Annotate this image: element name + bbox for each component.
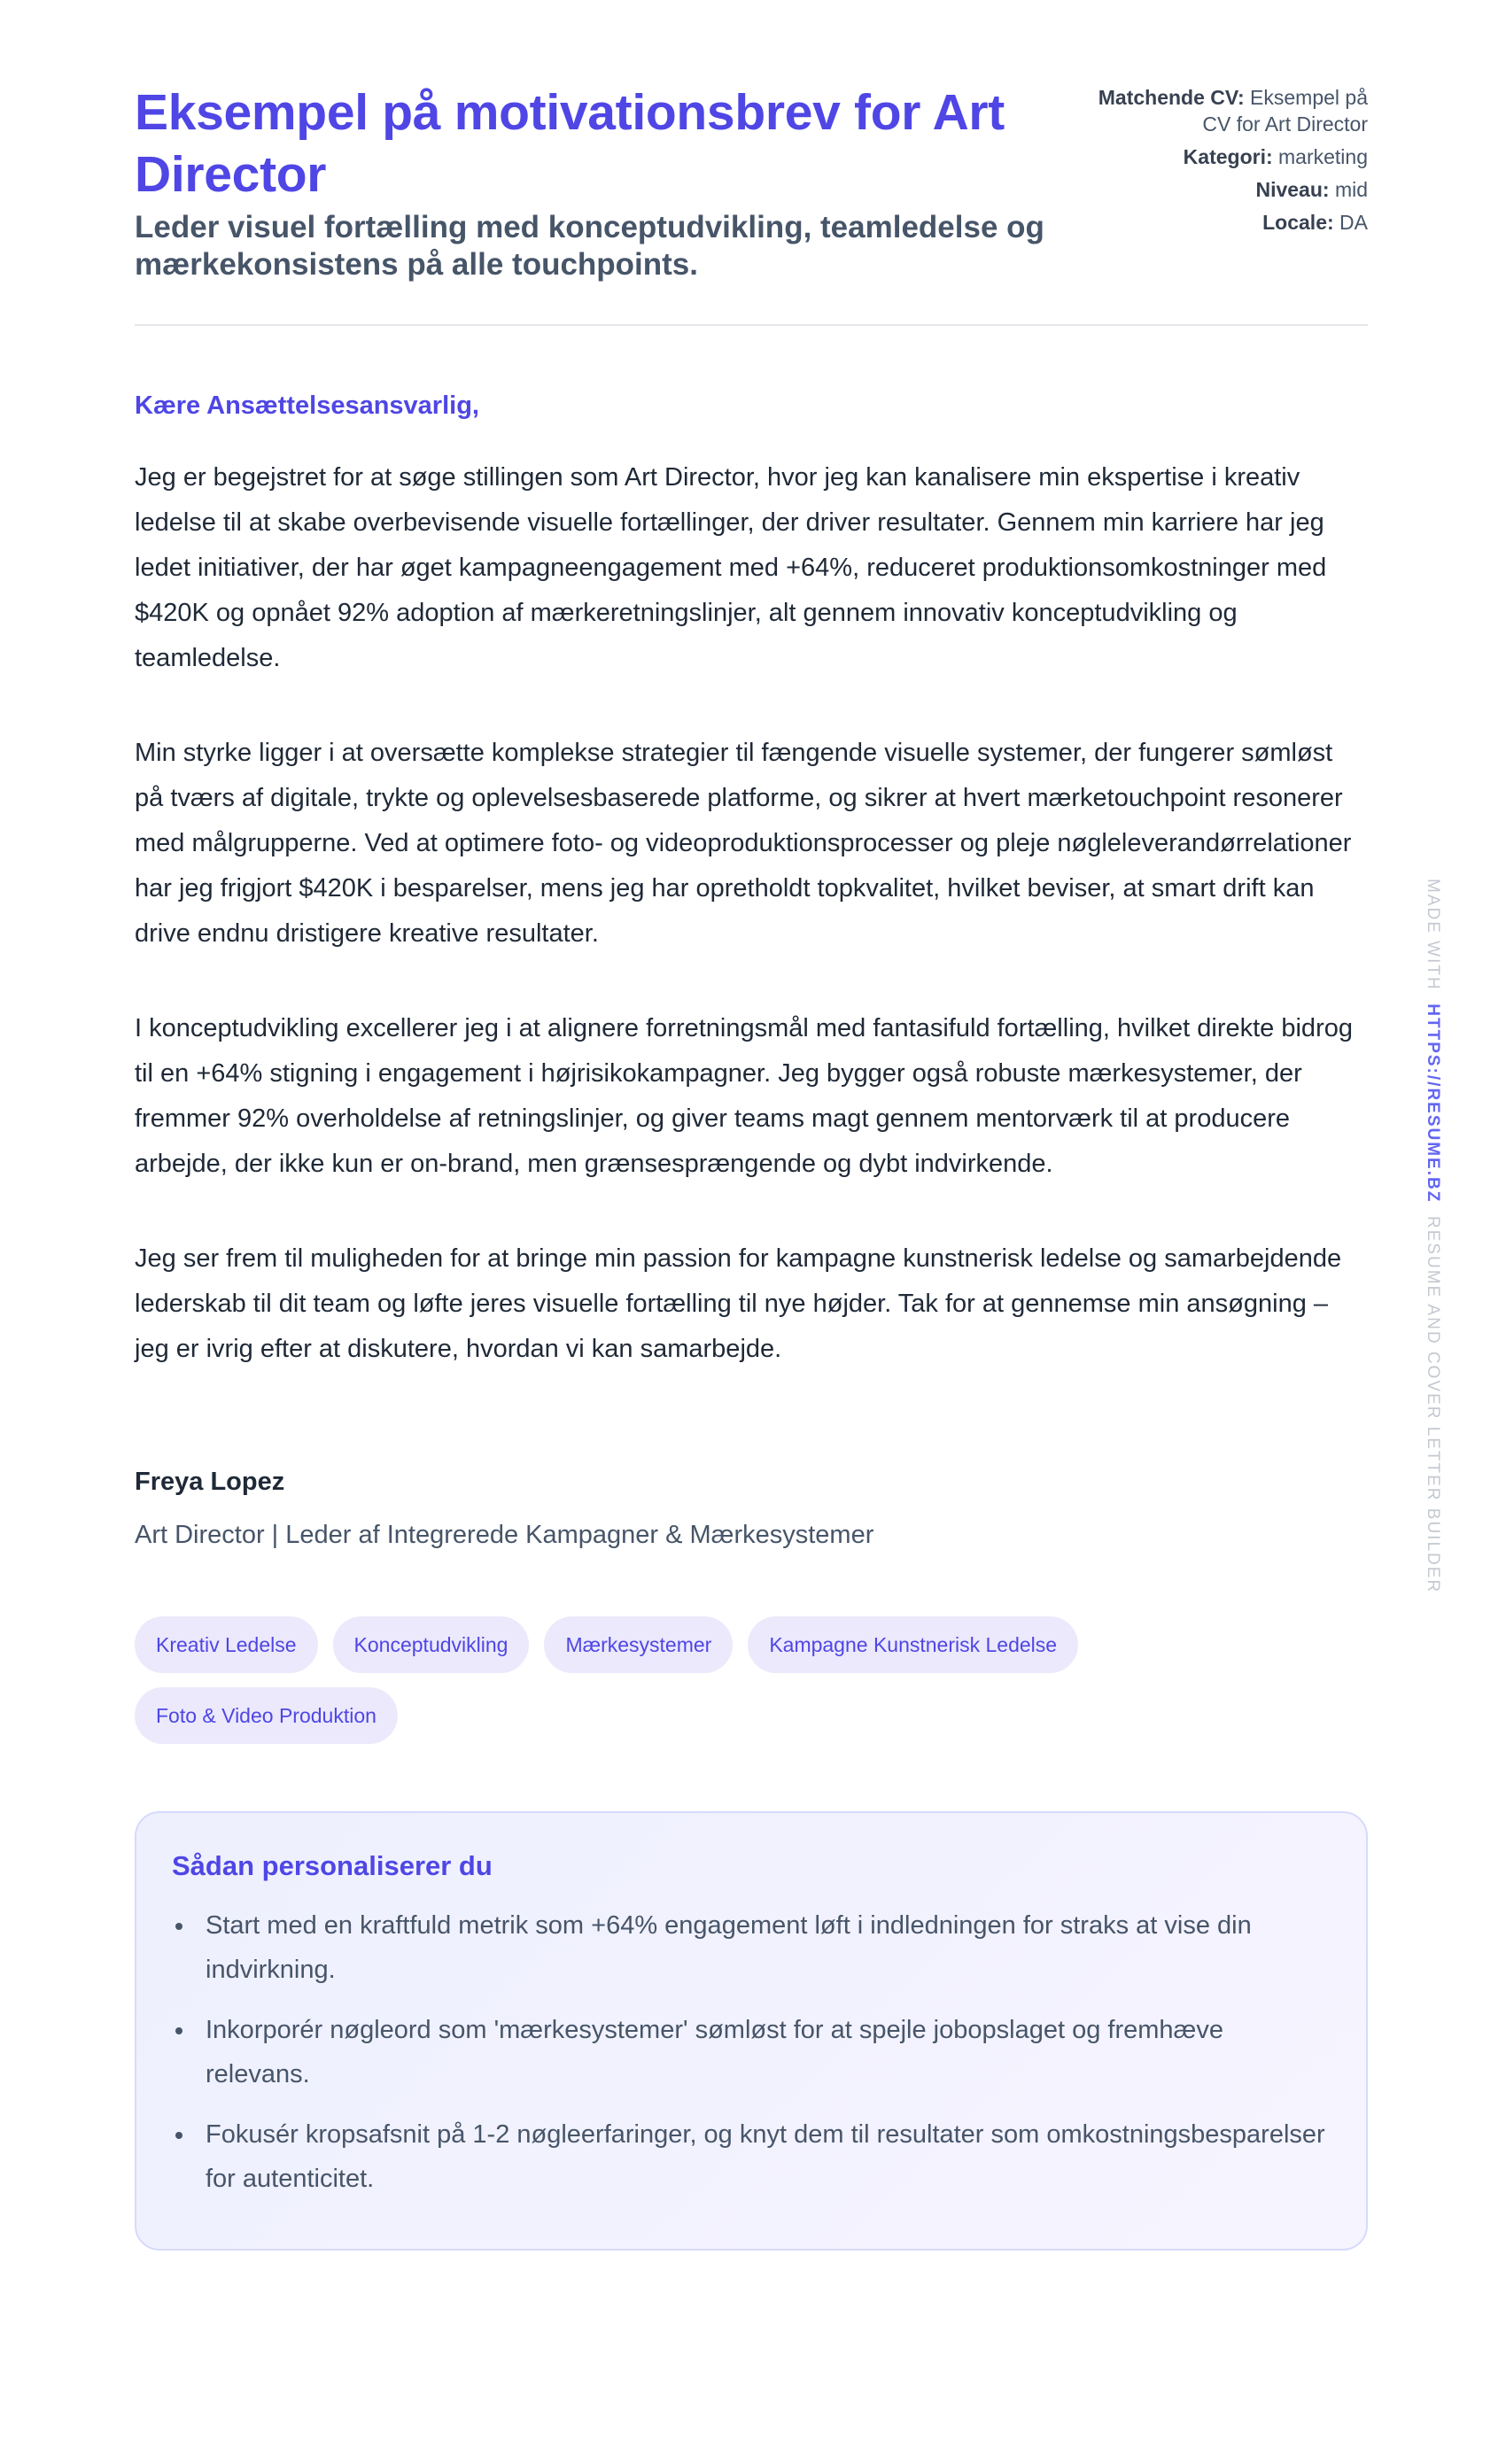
meta-value: marketing <box>1278 145 1368 168</box>
tip-item: Inkorporér nøgleord som 'mærkesystemer' sømløst for at spejle jobopslaget og fremhæve relevans. <box>172 2008 1331 2096</box>
paragraph: I konceptudvikling excellerer jeg i at alignere forretningsmål med fantasifuld fortælling, hvilket direkte bidrog til en +64% stigning i engagement i højrisikokampagner. Jeg bygger også robuste mærkesystemer, der fremmer 92% overholdelse af retningslinjer, og giver teams magt gennem mentorværk til at producere arbejde, der ikke kun er on-brand, men grænsesprængende og dybt indvirkende. <box>135 1014 1353 1178</box>
skill-tag: Mærkesystemer <box>544 1616 733 1673</box>
meta-value: Eksempel på CV for Art Director <box>1202 86 1368 136</box>
paragraph: Jeg er begejstret for at søge stillingen som Art Director, hvor jeg kan kanalisere min ekspertise i kreativ ledelse til at skabe overbevisende visuelle fortællinger, der driver resultater. Gennem min karriere har jeg ledet initiativer, der har øget kampagneengagement med +64%, reduceret produktionsomkostninger med $420K og opnået 92% adoption af mærkeretningslinjer, alt gennem innovativ konceptudvikling og teamledelse. <box>135 463 1327 672</box>
signature-name: Freya Lopez <box>135 1468 285 1496</box>
personalization-tips <box>135 1811 1368 2251</box>
tip-item: Fokusér kropsafsnit på 1-2 nøgleerfaringer, og knyt dem til resultater som omkostningsbesparelser for autenticitet. <box>172 2112 1331 2201</box>
skill-tags <box>135 1616 1286 1744</box>
skill-tag: Foto & Video Produktion <box>135 1687 398 1744</box>
paragraph: Min styrke ligger i at oversætte komplekse strategier til fængende visuelle systemer, der fungerer sømløst på tværs af digitale, trykte og oplevelsesbaserede platforme, og sikrer at hvert mærketouchpoint resonerer med målgrupperne. Ved at optimere foto- og videoproduktionsprocesser og pleje nøgleleverandørrelationer har jeg frigjort $420K i besparelser, mens jeg har opretholdt topkvalitet, hvilket beviser, at smart drift kan drive endnu dristigere kreative resultater. <box>135 739 1352 948</box>
page <box>135 81 1368 2251</box>
tip-item: Start med en kraftfuld metrik som +64% engagement løft i indledningen for straks at vise din indvirkning. <box>172 1903 1331 1992</box>
paragraph: Jeg ser frem til muligheden for at bringe min passion for kampagne kunstnerisk ledelse og samarbejdende lederskab til dit team og løfte jeres visuelle fortælling til nye højder. Tak for at gennemse min ansøgning – jeg er ivrig efter at diskutere, hvordan vi kan samarbejde. <box>135 1244 1342 1363</box>
tips-list <box>172 1903 1331 2201</box>
meta-label: Matchende CV: <box>1098 86 1245 109</box>
skill-tag: Konceptudvikling <box>333 1616 530 1673</box>
meta-locale <box>1091 209 1368 236</box>
meta-matching-cv <box>1091 84 1368 137</box>
resume-bz-link[interactable]: HTTPS://RESUME.BZ <box>1424 1003 1442 1204</box>
meta-label: Locale: <box>1262 211 1334 234</box>
greeting: Kære Ansættelsesansvarlig, <box>135 391 479 420</box>
meta-label: Niveau: <box>1255 178 1330 201</box>
meta-label: Kategori: <box>1183 145 1273 168</box>
header <box>135 81 1368 326</box>
banner-suffix: RESUME AND COVER LETTER BUILDER <box>1424 1215 1442 1594</box>
skill-tag: Kreativ Ledelse <box>135 1616 318 1673</box>
meta-value: DA <box>1339 211 1368 234</box>
skill-tag: Kampagne Kunstnerisk Ledelse <box>748 1616 1078 1673</box>
page-subtitle: Leder visuel fortælling med konceptudvikling, teamledelse og mærkekonsistens på alle touchpoints. <box>135 210 1044 282</box>
meta-value: mid <box>1334 178 1368 201</box>
meta-info <box>1091 84 1368 242</box>
banner-prefix: MADE WITH <box>1424 879 1442 991</box>
meta-level <box>1091 176 1368 203</box>
meta-category <box>1091 143 1368 170</box>
page-title: Eksempel på motivationsbrev for Art Director <box>135 84 1005 203</box>
tips-heading: Sådan personaliserer du <box>172 1850 493 1881</box>
signature-title: Art Director | Leder af Integrerede Kampagner & Mærkesystemer <box>135 1521 874 1549</box>
made-with-banner <box>1423 879 1442 1593</box>
